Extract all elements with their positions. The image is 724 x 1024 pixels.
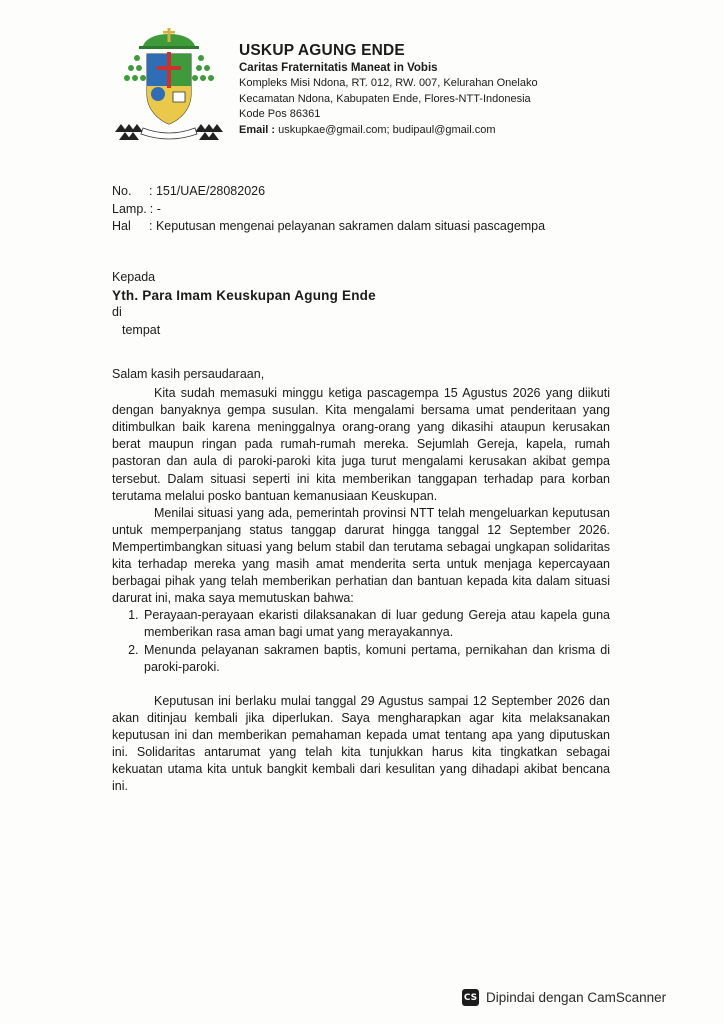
decision-item: 1. Perayaan-perayaan ekaristi dilaksanakan di luar gedung Gereja atau kapela guna memberikan rasa aman bagi umat yang merayakannya.: [142, 607, 610, 641]
organization-name: USKUP AGUNG ENDE: [239, 42, 405, 59]
meta-number-label: No.: [112, 184, 132, 198]
decision-item: 2. Menunda pelayanan sakramen baptis, komuni pertama, pernikahan dan krisma di paroki-paroki.: [142, 642, 610, 676]
recipient-place: tempat: [122, 322, 161, 337]
meta-subject-value: : Keputusan mengenai pelayanan sakramen dalam situasi pascagempa: [149, 219, 546, 233]
paragraph-1: Kita sudah memasuki minggu ketiga pascagempa 15 Agustus 2026 yang diikuti dengan banyaknya gempa susulan. Kita mengalami bersama umat penderitaan yang ditimbulkan baik karena meninggalnya orang-orang yang dikasihi ataupun kerusakan berat maupun ringan pada rumah-rumah mereka. Sejumlah Gereja, kapela, rumah pastoran dan aula di paroki-paroki kita juga turut mengalami kerusakan akibat gempa tersebut. Dalam situasi seperti ini kita memberikan tanggapan terhadap para korban terutama melalui posko bantuan kemanusiaan Keuskupan.: [112, 386, 610, 503]
meta-attachment-value: : -: [149, 201, 161, 216]
decision-list: [112, 607, 610, 675]
recipient-block: [112, 269, 376, 339]
meta-number-row: [112, 183, 545, 201]
recipient-name: Yth. Para Imam Keuskupan Agung Ende: [112, 287, 376, 303]
paragraph-3: Keputusan ini berlaku mulai tanggal 29 Agustus sampai 12 September 2026 dan akan ditinjau kembali jika diperlukan. Saya mengharapkan agar kita melaksanakan keputusan ini dan memberikan pemahaman kepada umat tentang apa yang diputuskan ini. Solidaritas antarumat yang telah kita tunjukkan harus kita tingkatkan sebagai kekuatan utama kita untuk bangkit kembali dari kesulitan yang dihadapi akibat bencana ini.: [112, 693, 610, 794]
email-line: [239, 123, 538, 139]
letterhead: [239, 41, 538, 138]
email-value: uskupkae@gmail.com; budipaul@gmail.com: [278, 123, 496, 136]
coat-of-arms-icon: [113, 28, 225, 150]
meta-subject-label: Hal: [112, 219, 131, 233]
meta-number-value: : 151/UAE/28082026: [149, 184, 266, 198]
camscanner-watermark: [462, 989, 666, 1006]
recipient-at: di: [112, 305, 122, 319]
paragraph-2: Menilai situasi yang ada, pemerintah provinsi NTT telah mengeluarkan keputusan untuk memperpanjang status tanggap darurat hingga tanggal 12 September 2026. Mempertimbangkan situasi yang belum stabil dan terutama sebagai ungkapan solidaritas kita terhadap mereka yang masih amat menderita serta untuk menjaga kepercayaan berbagai pihak yang telah memberikan perhatian dan bantuan kepada kita dalam situasi darurat ini, maka saya memutuskan bahwa:: [112, 505, 610, 606]
letter-body: [112, 366, 610, 795]
address-line-2: Kecamatan Ndona, Kabupaten Ende, Flores-NTT-Indonesia: [239, 92, 531, 105]
letter-meta: [112, 183, 545, 236]
motto: Caritas Fraternitatis Maneat in Vobis: [239, 62, 438, 74]
greeting: Salam kasih persaudaraan,: [112, 367, 265, 381]
email-label: Email :: [239, 123, 276, 136]
recipient-to: Kepada: [112, 270, 156, 284]
address-line-1: Kompleks Misi Ndona, RT. 012, RW. 007, Kelurahan Onelako: [239, 77, 538, 89]
meta-subject-row: [112, 218, 545, 236]
meta-attachment-row: [112, 201, 545, 219]
meta-attachment-label: Lamp.: [112, 201, 147, 216]
camscanner-text: Dipindai dengan CamScanner: [486, 990, 667, 1005]
postal-code: Kode Pos 86361: [239, 108, 321, 120]
camscanner-icon: CS: [462, 989, 479, 1006]
